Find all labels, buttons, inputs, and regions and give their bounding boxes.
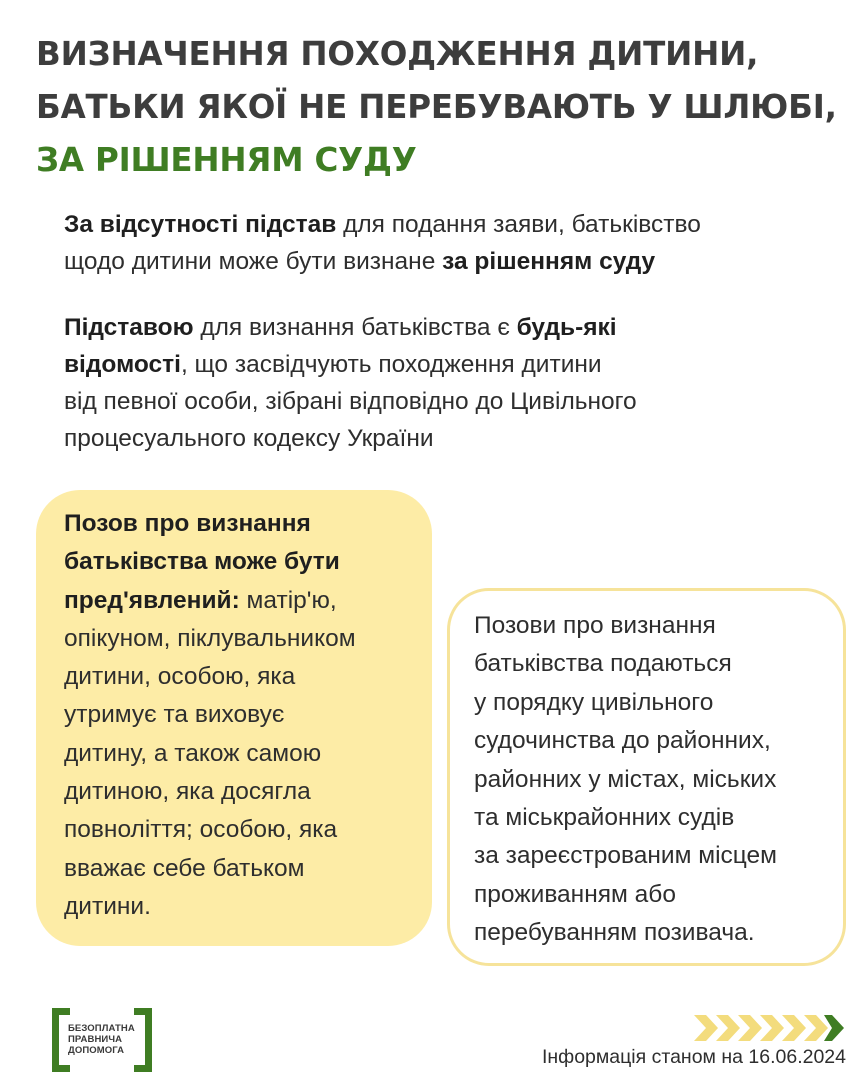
card-outline-line: у порядку цивільного <box>474 688 714 716</box>
logo-line-2: ПРАВНИЧА <box>68 1034 123 1045</box>
lawsuit-claimants-card <box>36 490 432 946</box>
title-line-3: ЗА РІШЕННЯМ СУДУ <box>36 141 417 179</box>
title-line-2: БАТЬКИ ЯКОЇ НЕ ПЕРЕБУВАЮТЬ У ШЛЮБІ, <box>36 88 837 126</box>
paragraph2-bold3: відомості <box>64 351 181 378</box>
logo-line-3: ДОПОМОГА <box>68 1045 125 1056</box>
paragraph1-bold2: за рішенням суду <box>442 248 656 275</box>
card-yellow-text-line3: матір'ю, <box>239 586 337 614</box>
card-outline-line: Позови про визнання <box>474 612 716 639</box>
card-outline-line: районних у містах, міських <box>474 765 777 793</box>
logo-line-1: БЕЗОПЛАТНА <box>68 1023 135 1034</box>
card-outline-line: судочинства до районних, <box>474 727 771 755</box>
card-yellow-bold-line2: батьківства може бути <box>64 548 340 576</box>
card-outline-line: та міськрайонних судів <box>474 804 735 832</box>
paragraph2-text1: для визнання батьківства є <box>193 314 517 341</box>
card-outline-line: проживанням або <box>474 880 676 908</box>
free-legal-aid-logo <box>52 1008 152 1072</box>
paragraph-grounds <box>64 309 637 457</box>
card-outline-line: перебуванням позивача. <box>474 919 755 947</box>
paragraph2-bold1: Підставою <box>64 314 194 341</box>
card-yellow-line5: дитини, особою, яка <box>64 663 296 691</box>
page-title <box>36 28 846 187</box>
title-line-1: ВИЗНАЧЕННЯ ПОХОДЖЕННЯ ДИТИНИ, <box>36 35 759 73</box>
info-date: Інформація станом на 16.06.2024 <box>541 1046 846 1068</box>
paragraph2-line4: процесуального кодексу України <box>64 425 434 452</box>
paragraph2-bold2: будь-які <box>516 314 617 341</box>
card-yellow-bold-line1: Позов про визнання <box>64 510 311 537</box>
card-outline-line: за зареєстрованим місцем <box>474 842 777 870</box>
card-yellow-line6: утримує та виховує <box>64 701 285 729</box>
paragraph2-text2: , що засвідчують походження дитини <box>180 351 602 378</box>
paragraph1-text1: для подання заяви, батьківство <box>336 211 701 238</box>
card-yellow-line11: дитини. <box>64 892 151 920</box>
court-jurisdiction-card <box>447 588 846 966</box>
arrows-icon <box>694 1014 844 1042</box>
bracket-right-icon <box>134 1008 152 1072</box>
paragraph2-line3: від певної особи, зібрані відповідно до Цивільного <box>64 388 637 415</box>
paragraph1-text2: щодо дитини може бути визнане <box>64 248 443 275</box>
card-outline-line: батьківства подаються <box>474 650 732 678</box>
court-jurisdiction-text <box>474 607 777 953</box>
card-yellow-line7: дитину, а також самою <box>64 739 322 767</box>
card-yellow-line4: опікуном, піклувальником <box>64 624 356 652</box>
card-yellow-bold-line3: пред'явлений: <box>64 586 240 614</box>
paragraph-court-decision <box>64 206 701 280</box>
paragraph1-bold1: За відсутності підстав <box>64 211 337 238</box>
logo-text <box>68 1023 135 1056</box>
lawsuit-claimants-text <box>64 505 356 926</box>
card-yellow-line9: повноліття; особою, яка <box>64 816 338 844</box>
card-yellow-line8: дитиною, яка досягла <box>64 778 311 806</box>
card-yellow-line10: вважає себе батьком <box>64 854 305 882</box>
